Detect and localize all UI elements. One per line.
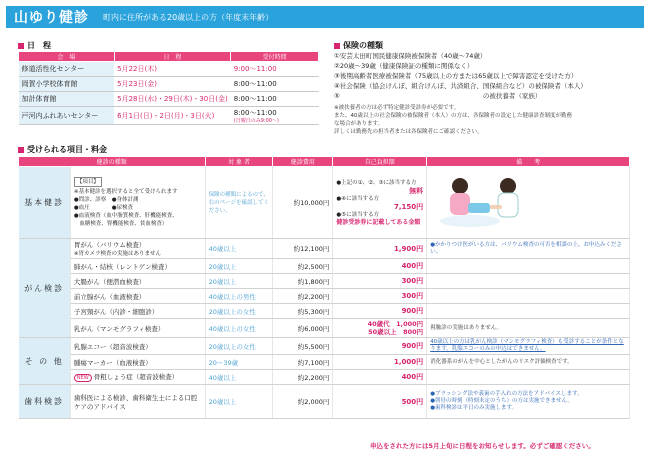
table-row: 乳がん（マンモグラフィ検査） 40歳以上の女性 約6,000円 40歳代 1,000円 50歳以上 800円 視触診の実施はありません。 [19,319,630,338]
schedule-header-date: 日 程 [114,52,231,62]
table-row: 大腸がん（便潜血検査） 20歳以上 約1,800円 300円 [19,274,630,289]
page-header [6,6,644,28]
list-item: ③後期高齢者医療被保険者（75歳以上の方または65歳以上で障害認定を受けた方） [334,72,578,80]
exams-header-remark: 備 考 [427,157,630,167]
schedule-table [18,51,319,125]
schedule-header-time: 受付時間 [231,52,319,62]
table-row: 修道活性化センター 5月22日(木) 9:00～11:00 [19,62,319,77]
list-item: ②20歳～39歳（健康保険証の種類に関係なく） [334,62,474,70]
insurance-notes: ※被扶養者の方は必ず特定健診受診券が必要です。 また、40歳以上の社会保険の被保険者（本人）の方は、各保険者の設定した健康診査制度が勤務 な場合があります。 詳しくは勤務先の担当者または各保険者にご確認ください。 [334,105,573,135]
table-row: 子宮頸がん（内診・細胞診） 20歳以上の女性 約5,300円 900円 [19,304,630,319]
square-bullet-icon [334,43,340,49]
page-title: 山ゆり健診 [14,10,89,26]
table-row: 戸河内ふれあいセンター 6月1日(日)・2日(月)・3日(火) 8:00～11:00 (日曜日のみ9:00～) [19,107,319,125]
exams-heading: 受けられる項目・料金 [18,144,107,155]
table-row: 加計体育館 5月28日(水)・29日(木)・30日(金) 8:00～11:00 [19,92,319,107]
list-item: ⑤ の被扶養者（家族） [334,92,542,100]
square-bullet-icon [18,147,24,153]
table-row: 肺がん・結核（レントゲン検査） 20歳以上 約2,500円 400円 [19,259,630,274]
table-row: がん検診 胃がん（バリウム検査） ※胃カメラ検査の実施はありません 40歳以上 約12,100円 1,900円 ●かかりつけ医がいる方は、バリウム検査の可否を相談の上、お申込みください。 [19,239,630,259]
table-row: 腫瘍マーカー（血液検査） 20～39歳 約7,100円 1,000円 消化器系のがんを中心としたがんのリスク評価検査です。 [19,355,630,370]
schedule-header-venue: 会 場 [19,52,115,62]
doctor-illustration [430,171,540,231]
page-subtitle: 町内に住所がある20歳以上の方（年度末年齢） [103,12,274,22]
footer-note: 申込をされた方には5月上旬に日程をお知らせします。必ずご確認ください。 [370,442,595,450]
list-item: ④社会保険（協会けんぽ、組合けんぽ、共済組合、国保組合など）の被保険者（本人） [334,82,587,90]
list-item: ①安芸太田町国民健康保険被保険者（40歳～74歳） [334,52,487,60]
table-row: 岡賀小学校体育館 5月23日(金) 8:00～11:00 [19,77,319,92]
table-row: NEW 骨粗しょう症（超音波検査） 40歳以上 約2,200円 400円 [19,370,630,385]
insurance-heading: 保険の種類 [334,40,383,51]
table-row: 歯科検診 歯科医による検診、歯科衛生士による口腔ケアのアドバイス 20歳以上 約2,000円 500円 ●ブラッシング法や義歯の手入れの方法をアドバイスします。 ●朝昼の時刻（時刻未定のうち）の方は実施できません。 ●歯科検診は平日のみ実施します。 [19,385,630,419]
table-row: 基本健診 【項目】 ※基本健診を選択すると全て受けられます ●問診、診察 ●身体計測 ●血圧 ●尿検査 ●血液検査（血中脂質検査、肝機能検査、 血糖検査、腎機能検査、貧血検査） 保険の種類によるので、右のページを確認してください。 約10,000円 ●上記の①、②、③に該当する方 無料 ●④に該当する方 7,150円 ●⑤に該当する方 健診受診券に記載してある金額 [19,167,630,239]
table-row: 前立腺がん（血液検査） 40歳以上の男性 約2,200円 300円 [19,289,630,304]
schedule-heading: 日 程 [18,40,51,51]
exams-header-type: 健診の種類 [19,157,206,167]
square-bullet-icon [18,43,24,49]
exams-header-target: 対 象 者 [205,157,273,167]
new-badge: NEW [74,374,92,382]
exams-header-fee: 健診費用 [273,157,333,167]
exams-table [18,156,630,419]
table-row: そ の 他 乳腺エコー（超音波検査） 20歳以上の女性 約5,500円 900円 40歳以上の方は乳がん検診（マンモグラフィ検査）も受診することが条件となります。乳腺エコーのみの申込はできません。 [19,338,630,355]
exams-header-self: 自己負担額 [333,157,427,167]
insurance-list [334,51,639,136]
